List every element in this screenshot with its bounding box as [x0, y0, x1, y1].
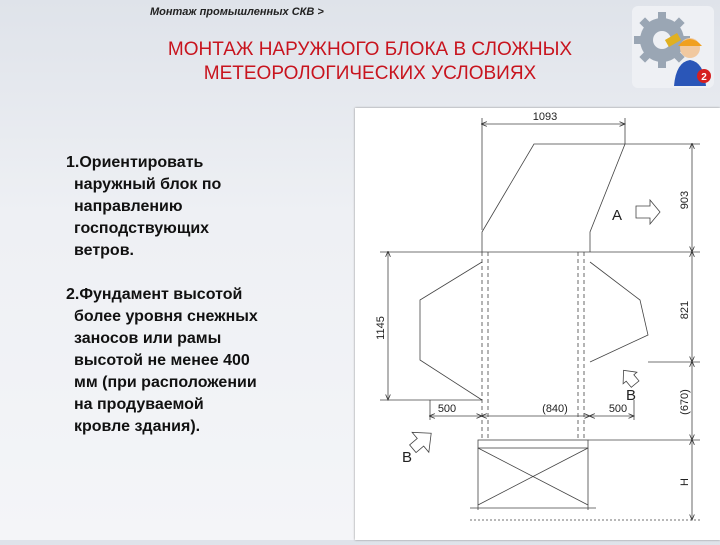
dim-label-right-upper: 903 [679, 190, 691, 210]
wind-label-a: A [612, 207, 623, 224]
left-side-hood [420, 262, 482, 400]
step-2-line: высотой не менее 400 [74, 352, 250, 369]
dim-label-bottom-left: 500 [437, 403, 457, 415]
step-2 [66, 284, 356, 438]
step-2-line: заносов или рамы [74, 330, 222, 347]
dim-label-bottom-center: (840) [542, 403, 568, 415]
technical-drawing [355, 108, 720, 540]
step-1-line: господствующих [74, 220, 210, 237]
step-2-line: 2.Фундамент высотой [66, 286, 243, 303]
logo-badge: 2 [701, 72, 707, 83]
wind-label-b-right: B [626, 387, 637, 404]
dim-label-right-bottom: H [679, 478, 691, 486]
dim-label-right-lower: (670) [679, 389, 691, 415]
right-side-hood [590, 262, 648, 362]
gear-worker-logo-icon [632, 6, 714, 88]
step-1 [66, 152, 356, 262]
wind-label-b-left: B [402, 449, 413, 466]
top-hood-outline [482, 144, 625, 252]
step-1-line: направлению [74, 198, 183, 215]
step-2-line: на продуваемой [74, 396, 204, 413]
instruction-list [66, 152, 356, 460]
step-1-line: наружный блок по [74, 176, 222, 193]
step-1-line: 1.Ориентировать [66, 154, 204, 171]
dim-label-bottom-right: 500 [608, 403, 628, 415]
frame-top [478, 440, 588, 448]
step-1-line: ветров. [74, 242, 134, 259]
step-2-line: кровле здания). [74, 418, 201, 435]
wind-arrow-a-icon [636, 200, 660, 224]
dim-label-left-height: 1145 [375, 316, 387, 340]
step-2-line: более уровня снежных [74, 308, 258, 325]
title-line-2: МЕТЕОРОЛОГИЧЕСКИХ УСЛОВИЯХ [203, 63, 537, 84]
dim-label-top: 1093 [532, 111, 558, 123]
dim-label-right-middle: 821 [679, 300, 691, 320]
page-title [90, 38, 650, 86]
breadcrumb[interactable]: Монтаж промышленных СКВ > [150, 6, 324, 18]
title-line-1: МОНТАЖ НАРУЖНОГО БЛОКА В СЛОЖНЫХ [167, 39, 573, 60]
step-2-line: мм (при расположении [74, 374, 257, 391]
